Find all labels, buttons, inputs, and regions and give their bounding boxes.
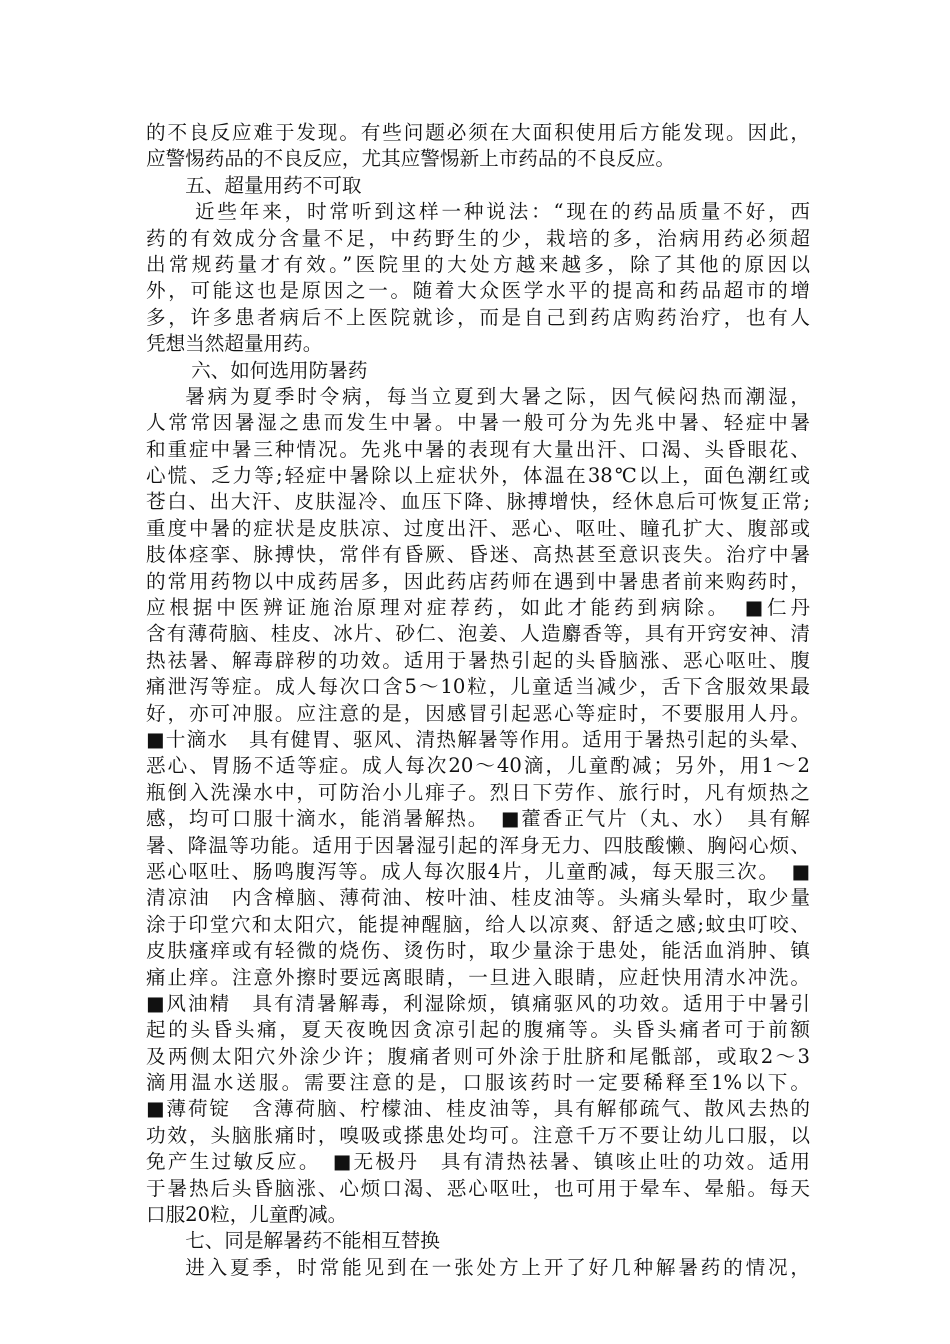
document-page — [146, 120, 810, 1281]
text-line: 六、如何选用防暑药 — [191, 358, 368, 382]
text-line: 恶心呕吐、肠鸣腹泻等。成人每次服4片，儿童酌减，每天服三次。 ■ — [146, 859, 810, 883]
text-line: ■薄荷锭 含薄荷脑、柠檬油、桂皮油等，具有解郁疏气、散风去热的 — [146, 1097, 810, 1121]
text-line: 感，均可口服十滴水，能消暑解热。 ■藿香正气片（丸、水） 具有解 — [146, 807, 810, 831]
text-line: 出常规药量才有效。”医院里的大处方越来越多，除了其他的原因以 — [146, 252, 810, 276]
text-line: 滴用温水送服。需要注意的是，口服该药时一定要稀释至1%以下。 — [146, 1071, 810, 1095]
text-line: 心慌、乏力等;轻症中暑除以上症状外，体温在38℃以上，面色潮红或 — [146, 464, 810, 488]
text-line: 暑病为夏季时令病，每当立夏到大暑之际，因气候闷热而潮湿， — [185, 384, 810, 408]
text-line: 免产生过敏反应。 ■无极丹 具有清热祛暑、镇咳止吐的功效。适用 — [146, 1150, 810, 1174]
text-line: 于暑热后头昏脑涨、心烦口渴、恶心呕吐，也可用于晕车、晕船。每天 — [146, 1176, 810, 1200]
text-line: 人常常因暑湿之患而发生中暑。中暑一般可分为先兆中暑、轻症中暑 — [146, 411, 810, 435]
text-line: 含有薄荷脑、桂皮、冰片、砂仁、泡姜、人造麝香等，具有开窍安神、清 — [146, 622, 810, 646]
text-line: 凭想当然超量用药。 — [146, 332, 323, 356]
text-line: 涂于印堂穴和太阳穴，能提神醒脑，给人以凉爽、舒适之感;蚊虫叮咬、 — [146, 912, 810, 936]
text-line: 暑、降温等功能。适用于因暑湿引起的浑身无力、四肢酸懒、胸闷心烦、 — [146, 833, 810, 857]
text-line: 口服20粒，儿童酌减。 — [146, 1203, 348, 1227]
document-text-body — [146, 120, 810, 1281]
text-line: 热祛暑、解毒辟秽的功效。适用于暑热引起的头昏脑涨、恶心呕吐、腹 — [146, 648, 810, 672]
text-line: 清凉油 内含樟脑、薄荷油、桉叶油、桂皮油等。头痛头晕时，取少量 — [146, 886, 810, 910]
text-line: 重度中暑的症状是皮肤凉、过度出汗、恶心、呕吐、瞳孔扩大、腹部或 — [146, 516, 810, 540]
text-line: 外，可能这也是原因之一。随着大众医学水平的提高和药品超市的增 — [146, 279, 810, 303]
text-line: 的常用药物以中成药居多，因此药店药师在遇到中暑患者前来购药时， — [146, 569, 810, 593]
text-line: ■风油精 具有清暑解毒，利湿除烦，镇痛驱风的功效。适用于中暑引 — [146, 991, 810, 1015]
text-line: 皮肤瘙痒或有轻微的烧伤、烫伤时，取少量涂于患处，能活血消肿、镇 — [146, 939, 810, 963]
text-line: 的不良反应难于发现。有些问题必须在大面积使用后方能发现。因此， — [146, 121, 810, 144]
text-line: 进入夏季，时常能见到在一张处方上开了好几种解暑药的情况， — [185, 1255, 810, 1279]
text-line: 和重症中暑三种情况。先兆中暑的表现有大量出汗、口渴、头昏眼花、 — [146, 437, 810, 461]
text-line: 肢体痉挛、脉搏快，常伴有昏厥、昏迷、高热甚至意识丧失。治疗中暑 — [146, 543, 810, 567]
text-line: 好，亦可冲服。应注意的是，因感冒引起恶心等症时，不要服用人丹。 — [146, 701, 810, 725]
text-line: 及两侧太阳穴外涂少许；腹痛者则可外涂于肚脐和尾骶部，或取2～3 — [146, 1044, 810, 1068]
text-line: 药的有效成分含量不足，中药野生的少，栽培的多，治病用药必须超 — [146, 226, 810, 250]
text-line: 近些年来，时常听到这样一种说法：“现在的药品质量不好，西 — [195, 200, 810, 224]
text-line: 起的头昏头痛，夏天夜晚因贪凉引起的腹痛等。头昏头痛者可于前额 — [146, 1018, 810, 1042]
text-line: 功效，头脑胀痛时，嗅吸或搽患处均可。注意千万不要让幼儿口服，以 — [146, 1123, 810, 1147]
text-line: 应警惕药品的不良反应，尤其应警惕新上市药品的不良反应。 — [146, 147, 676, 171]
text-line: 苍白、出大汗、皮肤湿冷、血压下降、脉搏增快，经休息后可恢复正常; — [146, 490, 810, 514]
text-line: 五、超量用药不可取 — [185, 173, 362, 197]
text-line: 应根据中医辨证施治原理对症荐药，如此才能药到病除。 ■仁丹 — [146, 596, 810, 620]
text-line: 七、同是解暑药不能相互替换 — [185, 1229, 440, 1253]
text-line: 痛泄泻等症。成人每次口含5～10粒，儿童适当减少，舌下含服效果最 — [146, 675, 810, 699]
text-line: ■十滴水 具有健胃、驱风、清热解暑等作用。适用于暑热引起的头晕、 — [146, 727, 810, 751]
text-line: 痛止痒。注意外擦时要远离眼睛，一旦进入眼睛，应赶快用清水冲洗。 — [146, 965, 810, 989]
text-line: 多，许多患者病后不上医院就诊，而是自己到药店购药治疗，也有人 — [146, 305, 810, 329]
text-line: 恶心、胃肠不适等症。成人每次20～40滴，儿童酌减；另外，用1～2 — [146, 754, 810, 778]
text-line: 瓶倒入洗澡水中，可防治小儿痱子。烈日下劳作、旅行时，凡有烦热之 — [146, 780, 810, 804]
